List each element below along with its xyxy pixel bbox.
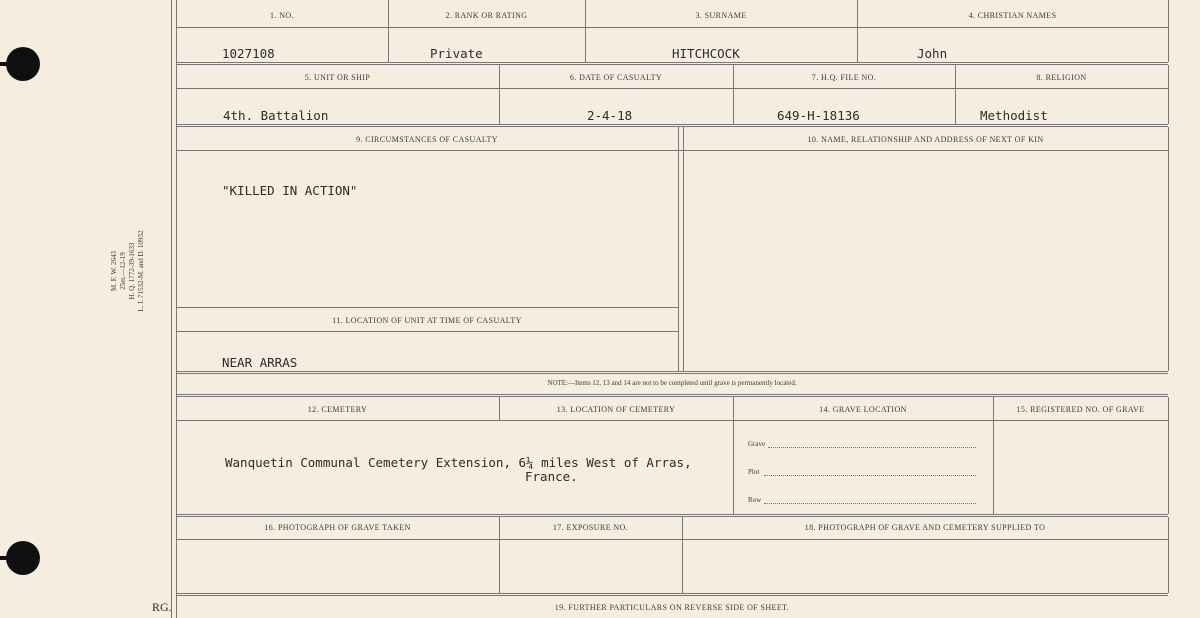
- label-location-unit: 11. LOCATION OF UNIT AT TIME OF CASUALTY: [332, 316, 522, 325]
- value-religion: Methodist: [980, 108, 1048, 123]
- footer-note: 19. FURTHER PARTICULARS ON REVERSE SIDE OF SHEET.: [554, 603, 790, 612]
- row4-right: [1168, 397, 1169, 514]
- side-print-info: [110, 211, 146, 331]
- value-service-number: 1027108: [222, 46, 275, 61]
- side-text-2: 25m.—12-19: [119, 252, 127, 290]
- row3-bottom-line: [176, 371, 1168, 374]
- label-grave-location: 14. GRAVE LOCATION: [819, 405, 907, 414]
- grave-field-label: Grave: [748, 440, 766, 448]
- label-unit: 5. UNIT OR SHIP: [304, 73, 371, 82]
- label-religion: 8. RELIGION: [1036, 73, 1087, 82]
- label-date-casualty: 6. DATE OF CASUALTY: [569, 73, 663, 82]
- row2-right: [1168, 65, 1169, 124]
- row4-div-2: [733, 397, 734, 514]
- value-surname: HITCHCOCK: [672, 46, 740, 61]
- value-date-casualty: 2-4-18: [587, 108, 633, 123]
- side-text-1: M. F. W. 2643: [110, 251, 118, 291]
- row1-header-line: [176, 27, 1168, 28]
- punch-hole-top-tail: [0, 62, 22, 66]
- row1-div-1: [388, 0, 389, 62]
- row5-bottom-line: [176, 593, 1168, 596]
- label-hq-file: 7. H.Q. FILE NO.: [811, 73, 877, 82]
- row5-header-line: [176, 539, 1168, 540]
- value-cemetery-line2: France.: [525, 469, 578, 484]
- value-hq-file: 649-H-18136: [777, 108, 860, 123]
- row3-right: [1168, 127, 1169, 371]
- value-unit: 4th. Battalion: [223, 108, 329, 123]
- row-field-dots: [764, 503, 976, 504]
- row1-div-3: [857, 0, 858, 62]
- label-registered-no: 15. REGISTERED NO. OF GRAVE: [1016, 405, 1145, 414]
- corner-mark: RG.: [152, 600, 172, 614]
- row2-bottom-line: [176, 124, 1168, 127]
- side-text-3: H. Q. 1772-39-1633: [128, 242, 136, 300]
- row3-mid-line-b: [176, 331, 678, 332]
- value-christian-names: John: [917, 46, 948, 61]
- plot-field-label: Plot: [748, 468, 760, 476]
- label-cemetery: 12. CEMETERY: [307, 405, 368, 414]
- side-text-4: L. I. 71532-M. and D. 10932: [137, 230, 145, 312]
- label-no: 1. NO.: [270, 11, 294, 20]
- row4-bottom-line: [176, 514, 1168, 517]
- grave-field-dots: [768, 447, 976, 448]
- punch-hole-bottom-tail: [0, 556, 22, 560]
- label-rank: 2. RANK OR RATING: [445, 11, 528, 20]
- label-exposure-no: 17. EXPOSURE NO.: [552, 523, 629, 532]
- label-circumstances: 9. CIRCUMSTANCES OF CASUALTY: [356, 135, 498, 144]
- row2-header-line: [176, 88, 1168, 89]
- row3-header-line: [176, 150, 1168, 151]
- label-photo-supplied: 18. PHOTOGRAPH OF GRAVE AND CEMETERY SUPPLIED TO: [804, 523, 1046, 532]
- row3-mid-line-a: [176, 307, 678, 308]
- left-border-a: [171, 0, 172, 618]
- note-bottom-line: [176, 394, 1168, 397]
- label-next-of-kin: 10. NAME, RELATIONSHIP AND ADDRESS OF NEXT OF KIN: [807, 135, 1044, 144]
- label-photo-taken: 16. PHOTOGRAPH OF GRAVE TAKEN: [264, 523, 411, 532]
- row3-div-b: [683, 127, 684, 371]
- row4-div-3: [993, 397, 994, 514]
- value-circumstances: "KILLED IN ACTION": [222, 183, 358, 198]
- label-surname: 3. SURNAME: [695, 11, 747, 20]
- value-location-unit: NEAR ARRAS: [222, 355, 298, 370]
- row3-div-a: [678, 127, 679, 371]
- value-rank: Private: [430, 46, 483, 61]
- note-text: NOTE:—Items 12, 13 and 14 are not to be completed until grave is permanently located.: [547, 379, 797, 387]
- label-christian-names: 4. CHRISTIAN NAMES: [968, 11, 1057, 20]
- label-location-cemetery: 13. LOCATION OF CEMETERY: [556, 405, 676, 414]
- plot-field-dots: [764, 475, 976, 476]
- row1-bottom-line: [176, 62, 1168, 65]
- row1-div-2: [585, 0, 586, 62]
- row-field-label: Row: [748, 496, 762, 504]
- value-cemetery-line1: Wanquetin Communal Cemetery Extension, 6¼ miles West of Arras,: [225, 455, 692, 470]
- row1-right: [1168, 0, 1169, 62]
- row4-header-line: [176, 420, 1168, 421]
- row5-right: [1168, 517, 1169, 593]
